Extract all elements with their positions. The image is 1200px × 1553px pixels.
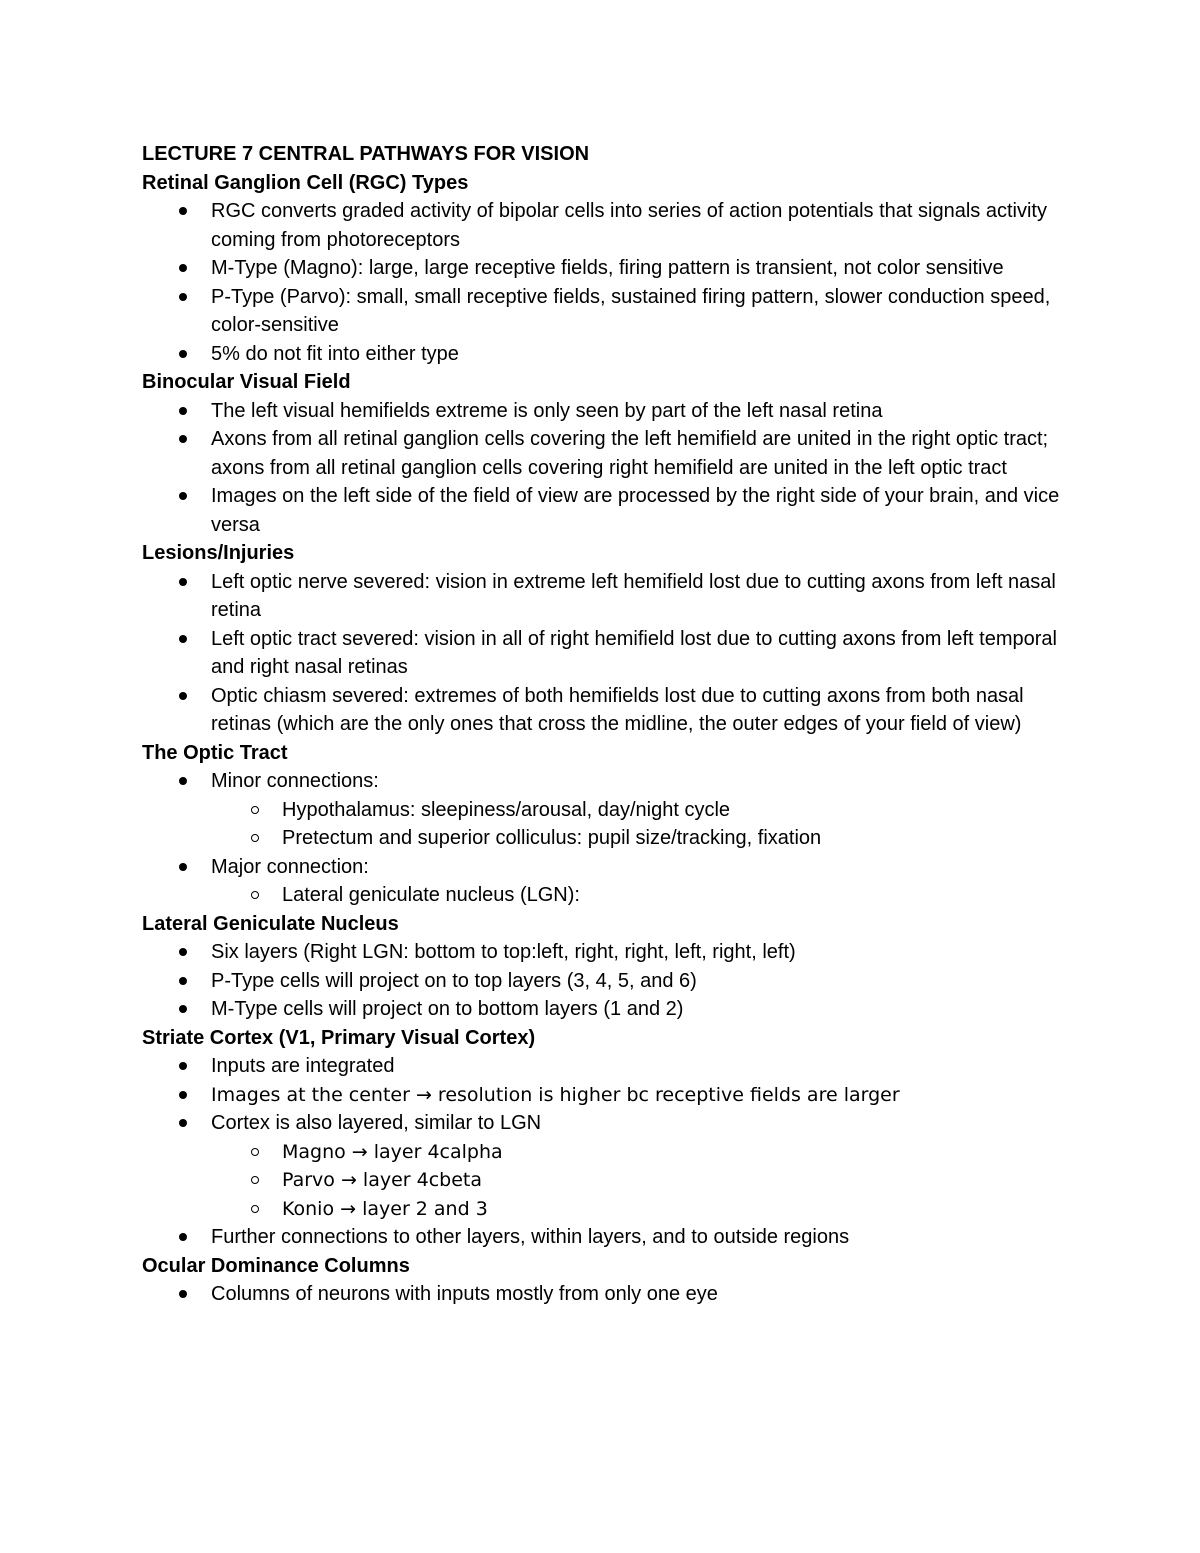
bullet-icon bbox=[179, 692, 187, 700]
bullet-list bbox=[142, 767, 1062, 910]
list-item: Six layers (Right LGN: bottom to top:left, right, right, left, right, left) bbox=[142, 938, 1062, 967]
sub-list-item: Parvo → layer 4cbeta bbox=[142, 1166, 1062, 1195]
document-body bbox=[142, 140, 1062, 1309]
section-heading-binocular-visual-field: Binocular Visual Field bbox=[142, 371, 351, 393]
bullet-icon bbox=[179, 1091, 187, 1099]
sub-list-item: Magno → layer 4calpha bbox=[142, 1138, 1062, 1167]
section-heading-rgc-types: Retinal Ganglion Cell (RGC) Types bbox=[142, 171, 469, 194]
hollow-bullet-icon bbox=[251, 1176, 259, 1184]
bullet-icon bbox=[179, 407, 187, 415]
sub-list-item: Konio → layer 2 and 3 bbox=[142, 1195, 1062, 1224]
document-title: LECTURE 7 CENTRAL PATHWAYS FOR VISION bbox=[142, 143, 590, 165]
list-item: The left visual hemifields extreme is only seen by part of the left nasal retina bbox=[142, 397, 1062, 426]
sub-list-item: Lateral geniculate nucleus (LGN): bbox=[142, 881, 1062, 910]
list-item: Major connection: bbox=[142, 853, 1062, 882]
bullet-icon bbox=[179, 1062, 187, 1070]
list-item: Minor connections: bbox=[142, 767, 1062, 796]
section-heading-ocular-dominance: Ocular Dominance Columns bbox=[142, 1254, 410, 1277]
bullet-list bbox=[142, 1052, 1062, 1252]
bullet-list bbox=[142, 568, 1062, 739]
section-heading-optic-tract: The Optic Tract bbox=[142, 741, 288, 764]
bullet-icon bbox=[179, 635, 187, 643]
bullet-icon bbox=[179, 578, 187, 586]
bullet-icon bbox=[179, 1233, 187, 1241]
list-item: P-Type cells will project on to top layers (3, 4, 5, and 6) bbox=[142, 967, 1062, 996]
bullet-icon bbox=[179, 492, 187, 500]
bullet-icon bbox=[179, 863, 187, 871]
list-item: Axons from all retinal ganglion cells covering the left hemifield are united in the right optic tract; axons from all retinal ganglion cells covering right hemifield are united in the left optic tract bbox=[142, 425, 1062, 482]
bullet-list bbox=[142, 397, 1062, 540]
list-item: Left optic tract severed: vision in all of right hemifield lost due to cutting axons from left temporal and right nasal retinas bbox=[142, 625, 1062, 682]
section-heading-lesions-injuries: Lesions/Injuries bbox=[142, 542, 295, 564]
bullet-icon bbox=[179, 207, 187, 215]
list-item: Cortex is also layered, similar to LGN bbox=[142, 1109, 1062, 1138]
bullet-icon bbox=[179, 948, 187, 956]
list-item: Optic chiasm severed: extremes of both hemifields lost due to cutting axons from both nasal retinas (which are the only ones that cross the midline, the outer edges of your field of view) bbox=[142, 682, 1062, 739]
bullet-list bbox=[142, 197, 1062, 368]
list-item: RGC converts graded activity of bipolar cells into series of action potentials that signals activity coming from photoreceptors bbox=[142, 197, 1062, 254]
hollow-bullet-icon bbox=[251, 806, 259, 814]
list-item: Images at the center → resolution is higher bc receptive fields are larger bbox=[142, 1081, 1062, 1110]
section-heading-lgn: Lateral Geniculate Nucleus bbox=[142, 912, 399, 935]
bullet-icon bbox=[179, 777, 187, 785]
bullet-list bbox=[142, 938, 1062, 1024]
hollow-bullet-icon bbox=[251, 1148, 259, 1156]
sub-list-item: Hypothalamus: sleepiness/arousal, day/night cycle bbox=[142, 796, 1062, 825]
bullet-list bbox=[142, 1280, 1062, 1309]
bullet-icon bbox=[179, 1119, 187, 1127]
list-item: Inputs are integrated bbox=[142, 1052, 1062, 1081]
bullet-icon bbox=[179, 977, 187, 985]
list-item: P-Type (Parvo): small, small receptive fields, sustained firing pattern, slower conduction speed, color-sensitive bbox=[142, 283, 1062, 340]
hollow-bullet-icon bbox=[251, 1205, 259, 1213]
list-item: M-Type (Magno): large, large receptive fields, firing pattern is transient, not color sensitive bbox=[142, 254, 1062, 283]
bullet-icon bbox=[179, 350, 187, 358]
list-item: Columns of neurons with inputs mostly from only one eye bbox=[142, 1280, 1062, 1309]
list-item: 5% do not fit into either type bbox=[142, 340, 1062, 369]
hollow-bullet-icon bbox=[251, 891, 259, 899]
bullet-icon bbox=[179, 1005, 187, 1013]
list-item: Left optic nerve severed: vision in extreme left hemifield lost due to cutting axons from left nasal retina bbox=[142, 568, 1062, 625]
section-heading-striate-cortex: Striate Cortex (V1, Primary Visual Cortex) bbox=[142, 1026, 536, 1049]
hollow-bullet-icon bbox=[251, 834, 259, 842]
list-item: M-Type cells will project on to bottom layers (1 and 2) bbox=[142, 995, 1062, 1024]
sub-list-item: Pretectum and superior colliculus: pupil size/tracking, fixation bbox=[142, 824, 1062, 853]
list-item: Images on the left side of the field of view are processed by the right side of your brain, and vice versa bbox=[142, 482, 1062, 539]
bullet-icon bbox=[179, 293, 187, 301]
bullet-icon bbox=[179, 435, 187, 443]
bullet-icon bbox=[179, 1290, 187, 1298]
list-item: Further connections to other layers, within layers, and to outside regions bbox=[142, 1223, 1062, 1252]
bullet-icon bbox=[179, 264, 187, 272]
